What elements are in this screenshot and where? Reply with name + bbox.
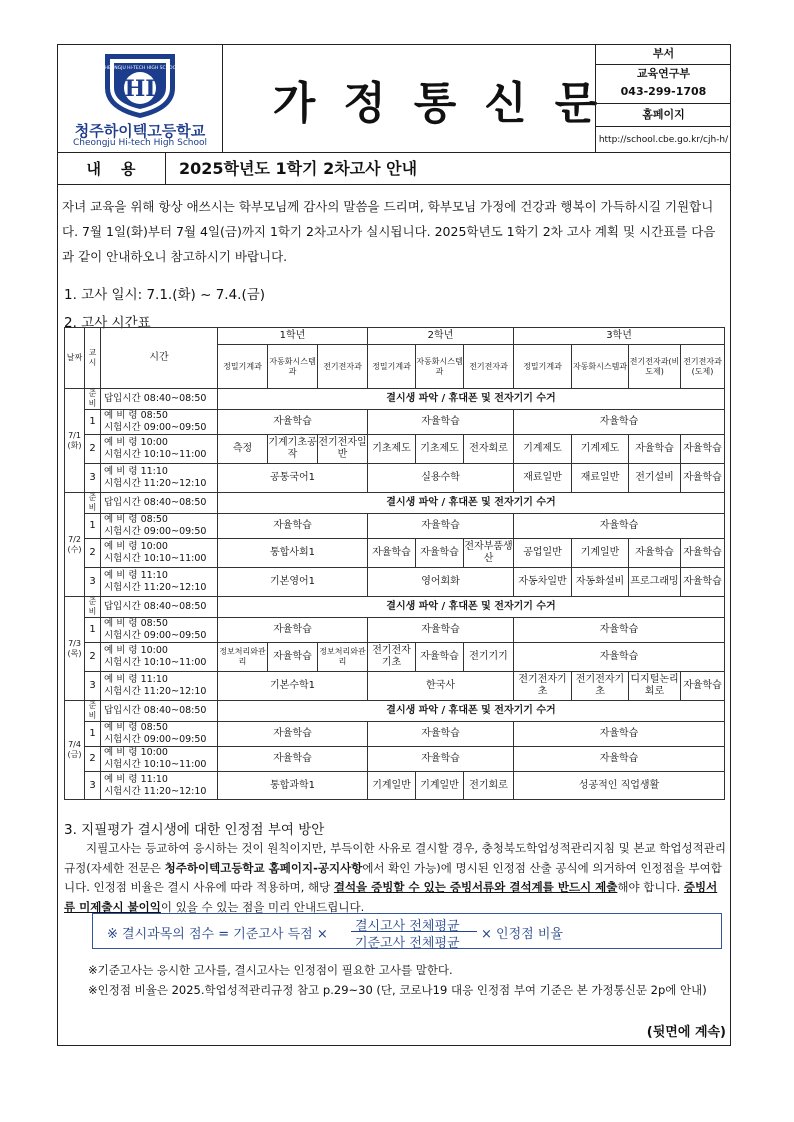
subject-cell: 실용수학 bbox=[368, 464, 514, 493]
subject-cell: 기계일반 bbox=[368, 772, 416, 800]
announce-time: 예 비 령 11:10 bbox=[104, 570, 168, 581]
school-name-en: Cheongju Hi-tech High School bbox=[72, 138, 208, 148]
dept-header: 정밀기계과 bbox=[368, 345, 416, 389]
time-cell bbox=[101, 464, 218, 493]
subject-cell: 자율학습 bbox=[629, 539, 681, 568]
header-period: 교시 bbox=[85, 328, 101, 389]
exam-time: 시험시간 10:10~11:00 bbox=[104, 553, 207, 564]
subject-row bbox=[57, 153, 731, 185]
subject-cell: 전기회로 bbox=[464, 772, 514, 800]
prep-label: 준비 bbox=[85, 493, 101, 514]
subject-cell: 전기설비 bbox=[629, 464, 681, 493]
subject-cell: 기초제도 bbox=[368, 435, 416, 464]
subject-cell: 자율학습 bbox=[368, 539, 416, 568]
para-text: 에서 확인 가능)에 명시된 인정점 산출 공식에 의거하여 인정점을 부여합니다. 인정점 비율은 결시 사유에 따라 적용하며, 해당 bbox=[64, 860, 722, 894]
announce-time: 예 비 령 10:00 bbox=[104, 437, 168, 448]
answer-time: 답입시간 08:40~08:50 bbox=[101, 389, 218, 410]
subject-cell: 자동차일반 bbox=[514, 568, 572, 597]
subject-cell: 공통국어1 bbox=[218, 464, 368, 493]
period-number: 3 bbox=[85, 568, 101, 597]
subject-cell: 전기전자기초 bbox=[514, 672, 572, 701]
formula-denominator: 기준고사 전체평균 bbox=[355, 936, 460, 951]
formula-lead: ※ 결시과목의 점수 = 기준고사 득점 × bbox=[107, 927, 328, 942]
time-cell bbox=[101, 643, 218, 672]
subject-cell: 자율학습 bbox=[514, 514, 725, 539]
subject-cell: 전기전자일반 bbox=[318, 435, 368, 464]
subject-cell: 한국사 bbox=[368, 672, 514, 701]
subject-cell: 자율학습 bbox=[681, 672, 725, 701]
subject-cell: 자율학습 bbox=[629, 435, 681, 464]
subject-label: 내용 bbox=[57, 153, 166, 184]
dept-label: 부서 bbox=[596, 44, 731, 65]
subject-cell: 공업일반 bbox=[514, 539, 572, 568]
dept-header: 전기전자과(도제) bbox=[681, 345, 725, 389]
prep-label: 준비 bbox=[85, 597, 101, 618]
subject-cell: 전기기기 bbox=[464, 643, 514, 672]
homepage-label: 홈페이지 bbox=[596, 104, 731, 127]
time-cell bbox=[101, 514, 218, 539]
period-number: 1 bbox=[85, 618, 101, 643]
subject-cell: 정보처리와관리 bbox=[318, 643, 368, 672]
subject-cell: 자율학습 bbox=[681, 464, 725, 493]
school-name: 청주하이텍고등학교 bbox=[74, 122, 206, 140]
subject-cell: 기초제도 bbox=[416, 435, 464, 464]
subject-cell: 자율학습 bbox=[514, 722, 725, 747]
time-cell bbox=[101, 772, 218, 800]
logo-ring-text: CHEONGJU HI-TECH HIGH SCHOOL bbox=[101, 66, 179, 71]
dept-header: 전기전자과(비도제) bbox=[629, 345, 681, 389]
para-bold: 결석을 증빙할 수 있는 증빙서류와 결석계를 반드시 제출 bbox=[333, 880, 618, 894]
day-label: 7/1 (화) bbox=[65, 389, 85, 493]
intro-paragraph: 자녀 교육을 위해 항상 애쓰시는 학부모님께 감사의 말씀을 드리며, 학부모님 가정에 건강과 행복이 가득하시길 기원합니다. 7월 1일(화)부터 7월 4일(금)까지 1학기 2차고사가 실시됩니다. 2025학년도 1학기 2차 고사 계획 및 시간표를 다음과 같이 안내하오니 참고하시기 바랍니다. bbox=[62, 199, 716, 264]
header-grade1: 1학년 bbox=[218, 328, 368, 345]
dept-header: 자동화시스템과 bbox=[268, 345, 318, 389]
subject-cell: 기본수학1 bbox=[218, 672, 368, 701]
subject-cell: 자율학습 bbox=[368, 722, 514, 747]
subject-cell: 프로그래밍 bbox=[629, 568, 681, 597]
section-exam-dates: 1. 고사 일시: 7.1.(화) ~ 7.4.(금) bbox=[64, 287, 266, 303]
period-number: 2 bbox=[85, 435, 101, 464]
subject-cell: 자율학습 bbox=[218, 722, 368, 747]
dept-header: 정밀기계과 bbox=[218, 345, 268, 389]
para-bold: 청주하이텍고등학교 홈페이지-공지사항 bbox=[164, 860, 363, 875]
notice-cell: 결시생 파악 / 휴대폰 및 전자기기 수거 bbox=[218, 389, 725, 410]
subject-cell: 성공적인 직업생활 bbox=[514, 772, 725, 800]
subject-cell: 기계일반 bbox=[416, 772, 464, 800]
para-text: 지필고사는 등교하여 응시하는 것이 원칙이지만, 부득이한 사유로 결시할 경우, 충청북도학업성적관리지침 및 본교 학업성적관리규정(자세한 전문은 bbox=[64, 841, 726, 875]
exam-time: 시험시간 11:20~12:10 bbox=[104, 686, 207, 697]
subject-cell: 자율학습 bbox=[681, 435, 725, 464]
period-number: 3 bbox=[85, 672, 101, 701]
exam-time: 시험시간 10:10~11:00 bbox=[104, 657, 207, 668]
day-label: 7/2 (수) bbox=[65, 493, 85, 597]
subject-cell: 자율학습 bbox=[514, 410, 725, 435]
subject-cell: 기계일반 bbox=[572, 539, 629, 568]
title-cell bbox=[223, 44, 647, 153]
notice-cell: 결시생 파악 / 휴대폰 및 전자기기 수거 bbox=[218, 493, 725, 514]
footnote: ※인정점 비율은 2025.학업성적관리규정 참고 p.29~30 (단, 코로나19 대응 인정점 부여 기준은 본 가정통신문 2p에 안내) bbox=[88, 983, 707, 997]
prep-label: 준비 bbox=[85, 389, 101, 410]
notice-cell: 결시생 파악 / 휴대폰 및 전자기기 수거 bbox=[218, 701, 725, 722]
page-title: 가정통신문 bbox=[272, 77, 626, 129]
section-absentee-heading: 3. 지필평가 결시생에 대한 인정점 부여 방안 bbox=[64, 822, 325, 838]
announce-time: 예 비 령 11:10 bbox=[104, 674, 168, 685]
subject-cell: 전기전자기초 bbox=[368, 643, 416, 672]
subject-cell: 자율학습 bbox=[368, 747, 514, 772]
subject-cell: 자율학습 bbox=[268, 643, 318, 672]
footnote: ※기준고사는 응시한 고사를, 결시고사는 인정점이 필요한 고사를 말한다. bbox=[88, 963, 453, 977]
subject-cell: 자율학습 bbox=[218, 514, 368, 539]
subject-cell: 재료일반 bbox=[572, 464, 629, 493]
department-info bbox=[595, 44, 731, 153]
exam-time: 시험시간 10:10~11:00 bbox=[104, 449, 207, 460]
subject-cell: 기계제도 bbox=[514, 435, 572, 464]
dept-header: 정밀기계과 bbox=[514, 345, 572, 389]
announce-time: 예 비 령 08:50 bbox=[104, 722, 168, 733]
subject-cell: 자율학습 bbox=[368, 514, 514, 539]
dept-phone: 043-299-1708 bbox=[596, 83, 731, 104]
subject-cell: 자율학습 bbox=[681, 568, 725, 597]
subject-cell: 기계제도 bbox=[572, 435, 629, 464]
day-label: 7/4 (금) bbox=[65, 701, 85, 800]
subject-cell: 전기전자기초 bbox=[572, 672, 629, 701]
subject-cell: 통합과학1 bbox=[218, 772, 368, 800]
subject-cell: 자율학습 bbox=[368, 618, 514, 643]
period-number: 2 bbox=[85, 643, 101, 672]
announce-time: 예 비 령 11:10 bbox=[104, 773, 168, 785]
subject-cell: 재료일반 bbox=[514, 464, 572, 493]
subject-cell: 자율학습 bbox=[514, 747, 725, 772]
period-number: 3 bbox=[85, 772, 101, 800]
subject-cell: 기본영어1 bbox=[218, 568, 368, 597]
announce-time: 예 비 령 10:00 bbox=[104, 645, 168, 656]
subject-cell: 영어회화 bbox=[368, 568, 514, 597]
exam-time: 시험시간 09:00~09:50 bbox=[104, 630, 207, 641]
dept-name: 교육연구부 bbox=[636, 67, 691, 80]
announce-time: 예 비 령 08:50 bbox=[104, 514, 168, 525]
dept-header: 전기전자과 bbox=[464, 345, 514, 389]
answer-time: 답입시간 08:40~08:50 bbox=[101, 597, 218, 618]
school-emblem-icon bbox=[57, 44, 223, 120]
header-grade2: 2학년 bbox=[368, 328, 514, 345]
subject-cell: 자율학습 bbox=[681, 539, 725, 568]
exam-timetable bbox=[64, 327, 725, 800]
period-number: 2 bbox=[85, 539, 101, 568]
announce-time: 예 비 령 08:50 bbox=[104, 410, 168, 421]
homepage-link[interactable]: http://school.cbe.go.kr/cjh-h/ bbox=[598, 135, 729, 145]
subject-cell: 자율학습 bbox=[416, 539, 464, 568]
exam-time: 시험시간 10:10~11:00 bbox=[104, 759, 207, 770]
formula-numerator: 결시고사 전체평균 bbox=[355, 919, 460, 934]
time-cell bbox=[101, 722, 218, 747]
exam-time: 시험시간 11:20~12:10 bbox=[104, 582, 207, 593]
time-cell bbox=[101, 568, 218, 597]
subject-cell: 자동화설비 bbox=[572, 568, 629, 597]
period-number: 3 bbox=[85, 464, 101, 493]
notice-cell: 결시생 파악 / 휴대폰 및 전자기기 수거 bbox=[218, 597, 725, 618]
para-text: 이 있을 수 있는 점을 미리 안내드립니다. bbox=[160, 899, 365, 914]
exam-time: 시험시간 09:00~09:50 bbox=[104, 526, 207, 537]
subject-cell: 자율학습 bbox=[218, 410, 368, 435]
time-cell bbox=[101, 618, 218, 643]
period-number: 1 bbox=[85, 514, 101, 539]
para-bold: 증빙서류 미제출시 불이익 bbox=[64, 880, 718, 914]
exam-time: 시험시간 09:00~09:50 bbox=[104, 422, 207, 433]
dept-header: 전기전자과 bbox=[318, 345, 368, 389]
time-cell bbox=[101, 410, 218, 435]
header-time: 시간 bbox=[101, 328, 218, 389]
subject-title: 2025학년도 1학기 2차고사 안내 bbox=[179, 159, 418, 178]
announce-time: 예 비 령 08:50 bbox=[104, 618, 168, 629]
time-cell bbox=[101, 539, 218, 568]
subject-cell: 기계기초공작 bbox=[268, 435, 318, 464]
para-text: 해야 합니다. bbox=[617, 880, 684, 894]
dept-header: 자동화시스템과 bbox=[416, 345, 464, 389]
exam-time: 시험시간 11:20~12:10 bbox=[104, 478, 207, 489]
exam-time: 시험시간 11:20~12:10 bbox=[104, 785, 207, 797]
subject-cell: 디지털논리회로 bbox=[629, 672, 681, 701]
prep-label: 준비 bbox=[85, 701, 101, 722]
exam-time: 시험시간 09:00~09:50 bbox=[104, 734, 207, 745]
time-cell bbox=[101, 747, 218, 772]
subject-cell: 자율학습 bbox=[368, 410, 514, 435]
formula-tail: × 인정점 비율 bbox=[481, 927, 563, 942]
header-grade3: 3학년 bbox=[514, 328, 725, 345]
subject-cell: 통합사회1 bbox=[218, 539, 368, 568]
subject-cell: 정보처리와관리 bbox=[218, 643, 268, 672]
subject-cell: 전자회로 bbox=[464, 435, 514, 464]
header bbox=[57, 44, 731, 153]
subject-cell: 자율학습 bbox=[416, 643, 464, 672]
logo-letters: HI bbox=[124, 76, 156, 102]
subject-cell: 측정 bbox=[218, 435, 268, 464]
header-date: 날짜 bbox=[65, 328, 85, 389]
period-number: 1 bbox=[85, 722, 101, 747]
section-timetable-heading: 2. 고사 시간표 bbox=[64, 315, 151, 331]
subject-cell: 자율학습 bbox=[218, 618, 368, 643]
score-formula bbox=[92, 913, 722, 949]
time-cell bbox=[101, 435, 218, 464]
subject-cell: 자율학습 bbox=[514, 618, 725, 643]
period-number: 2 bbox=[85, 747, 101, 772]
answer-time: 답입시간 08:40~08:50 bbox=[101, 493, 218, 514]
period-number: 1 bbox=[85, 410, 101, 435]
announce-time: 예 비 령 10:00 bbox=[104, 747, 168, 758]
time-cell bbox=[101, 672, 218, 701]
subject-cell: 자율학습 bbox=[514, 643, 725, 672]
announce-time: 예 비 령 11:10 bbox=[104, 466, 168, 477]
continued-note: (뒷면에 계속) bbox=[646, 1025, 726, 1040]
absentee-paragraph bbox=[64, 839, 728, 917]
dept-header: 자동화시스템과 bbox=[572, 345, 629, 389]
subject-cell: 전자부품생산 bbox=[464, 539, 514, 568]
day-label: 7/3 (목) bbox=[65, 597, 85, 701]
school-logo-cell bbox=[57, 44, 223, 153]
subject-cell: 자율학습 bbox=[218, 747, 368, 772]
announce-time: 예 비 령 10:00 bbox=[104, 541, 168, 552]
answer-time: 답입시간 08:40~08:50 bbox=[101, 701, 218, 722]
